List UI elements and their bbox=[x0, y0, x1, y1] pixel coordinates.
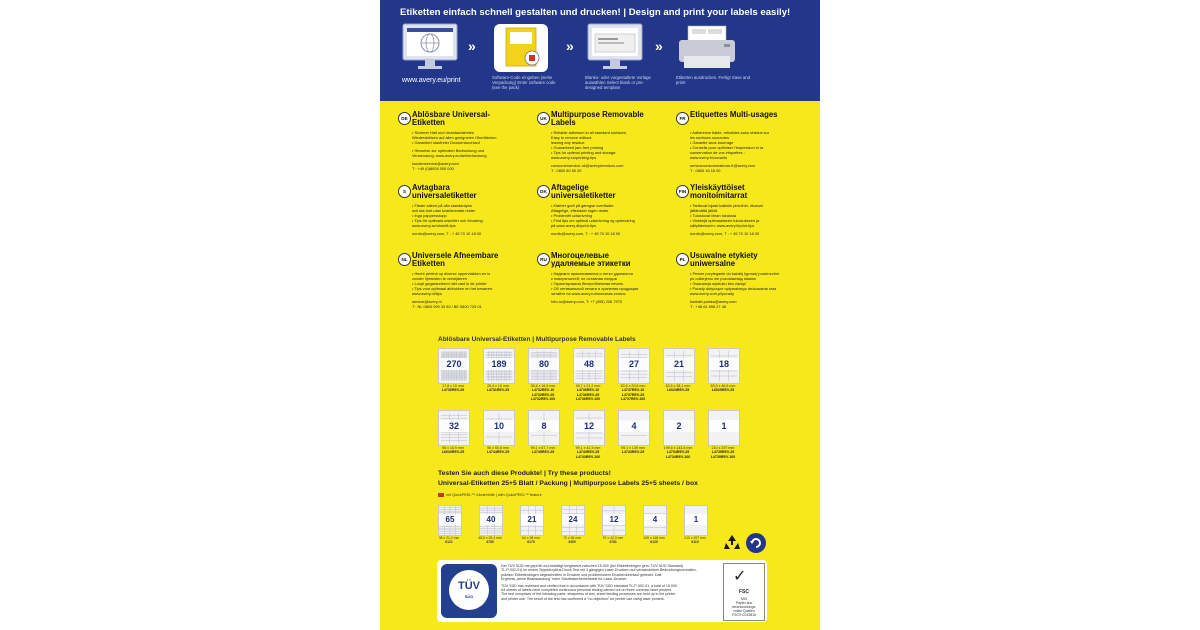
step-3-caption: Blanko- oder vorgestaltete Vorlage auswählen Select blank or pre-designed template bbox=[585, 75, 651, 90]
lang-line: kundenservice@avery.com bbox=[412, 161, 459, 166]
certification-line: A4 sheets of labels have completed continuous personal testing carried out on three common laser printers. bbox=[501, 588, 673, 593]
step-2-caption: Software-Code eingeben (siehe Verpackung) Enter software code (see the pack) bbox=[492, 75, 556, 90]
label-spec bbox=[479, 446, 517, 455]
label-code: L4736REV-25 bbox=[576, 392, 600, 397]
lang-line: • Tips voor optimaal afdrukken en het bewaren: bbox=[412, 286, 516, 291]
lang-line: T : +49 (0)8928 000 000 bbox=[412, 166, 454, 171]
label-count: 4 bbox=[644, 514, 666, 525]
fsc-line: FSC® C015816 bbox=[732, 613, 756, 617]
lang-line: Verwendung: www.avery.eu/de/bedruckung bbox=[412, 153, 487, 158]
tuv-sub: SÜD bbox=[464, 594, 474, 599]
label-count: 2 bbox=[664, 420, 694, 432]
flag-badge: DE bbox=[398, 112, 411, 125]
fsc-lines bbox=[724, 597, 764, 617]
label-spec bbox=[704, 384, 742, 393]
label-sheet-thumbnail bbox=[561, 505, 585, 536]
lang-block-dk bbox=[537, 185, 657, 249]
banner-title: Etiketten einfach schnell gestalten und drucken! | Design and print your labels easily! bbox=[400, 7, 791, 18]
lang-line: www.avery.nl/tips bbox=[412, 291, 442, 296]
lang-title: Avtagbara universaletiketter bbox=[412, 183, 477, 201]
label-size: 17,8 x 10 mm bbox=[442, 384, 464, 388]
quickpeel-icon bbox=[438, 493, 444, 497]
label-spec bbox=[524, 384, 562, 401]
label-code: 3490 bbox=[568, 540, 576, 544]
label-sheet-thumbnail bbox=[483, 348, 515, 384]
lang-line: • Об оптимальной печати и хранении продукции bbox=[551, 286, 655, 291]
lang-body bbox=[551, 130, 655, 173]
label-code: L4737REV-100 bbox=[620, 396, 646, 401]
tuv-seal-disc bbox=[449, 570, 489, 610]
lang-line: på www.avery.dk/print-tips bbox=[551, 223, 597, 228]
label-size: 105 x 148 mm bbox=[643, 536, 665, 540]
monitor-icon bbox=[400, 22, 460, 74]
fsc-line: Papier aus verantwortungs- bbox=[731, 601, 757, 609]
label-count: 80 bbox=[529, 358, 559, 370]
lang-line: kontakt.polska@avery.com bbox=[690, 299, 737, 304]
lang-line: читайте на www.avery.ru/полезная-статья bbox=[551, 291, 626, 296]
lang-line: • Garantie sans bourrage bbox=[690, 140, 794, 145]
certification-line: TÜV SÜD has reviewed and verified that in accordance with TÜV SÜD standard TL-P-002-01, a total of 15,000 bbox=[501, 583, 677, 588]
label-size: 45,7 x 21,2 mm bbox=[575, 384, 601, 388]
label-spec bbox=[514, 536, 548, 544]
label-code: 6120 bbox=[650, 540, 658, 544]
label-size: 210 x 297 mm bbox=[711, 446, 735, 450]
label-spec bbox=[555, 536, 589, 544]
lang-line: • Надежно приклеиваются и легко удаляются bbox=[551, 271, 655, 276]
lang-block-pl bbox=[676, 253, 796, 323]
lang-line: • Conseils pour optimiser l'impression et la bbox=[690, 145, 794, 150]
label-size: 199,6 x 143,5 mm bbox=[663, 446, 693, 450]
lang-line: • Hinweise zur optimalen Bedruckung und bbox=[412, 148, 516, 153]
label-size: 63,5 x 38,1 mm bbox=[665, 384, 691, 388]
label-sheet-thumbnail bbox=[684, 505, 708, 536]
lang-title: Multipurpose Removable Labels bbox=[551, 110, 644, 128]
label-spec bbox=[614, 446, 652, 455]
label-count: 10 bbox=[484, 420, 514, 432]
products-title: Ablösbare Universal-Etiketten | Multipurpose Removable Labels bbox=[438, 336, 636, 343]
label-sheet-thumbnail bbox=[573, 348, 605, 384]
label-spec bbox=[569, 384, 607, 401]
label-code: L4733REV-25 bbox=[621, 450, 645, 455]
fsc-title: FSC bbox=[739, 589, 749, 595]
lang-line: • Hecht perfect op diverse oppervlakken en is bbox=[412, 271, 516, 276]
lang-body bbox=[412, 203, 516, 236]
lang-line: • Find tips om optimal udskrivning og opbevaring bbox=[551, 218, 655, 223]
label-code: L4734REV-25 bbox=[666, 450, 690, 455]
refresh-icon bbox=[746, 533, 766, 553]
label-sheet-thumbnail bbox=[528, 348, 560, 384]
lang-block-nl bbox=[398, 253, 518, 323]
label-spec bbox=[678, 536, 712, 544]
label-spec bbox=[614, 384, 652, 401]
label-count: 40 bbox=[480, 514, 502, 525]
certification-line: and printer use. The result of the test has confirmed a "no objection" for printer use using laser printers. bbox=[501, 596, 665, 601]
recycle-icon bbox=[722, 533, 742, 553]
flag-badge: RU bbox=[537, 253, 550, 266]
lang-line: Aftagelige, efterlader ingen rester bbox=[551, 208, 609, 213]
label-code: L4745REV-25 bbox=[531, 450, 555, 455]
label-code: L4735REV-100 bbox=[710, 454, 736, 459]
label-count: 189 bbox=[484, 358, 514, 370]
lang-line: nordic@avery.com, T : + 45 70 10 18 00 bbox=[412, 231, 482, 236]
lang-line: www.avery.eu/printing-tips bbox=[551, 155, 597, 160]
label-code: L4743REV-25 bbox=[576, 450, 600, 455]
lang-line: • Reliable adhesion to all standard surfaces, bbox=[551, 130, 655, 135]
lang-line: consumerservice-uk@averydennison.com bbox=[551, 163, 624, 168]
lang-title: Universele Afneembare Etiketten bbox=[412, 251, 499, 269]
lang-line: serviceconsommateurs-fr@avery.com bbox=[690, 163, 756, 168]
lang-block-uk bbox=[537, 112, 657, 182]
lang-line: service@avery.nl bbox=[412, 299, 442, 304]
label-size: 64 x 38 mm bbox=[522, 536, 540, 540]
step-template bbox=[585, 22, 645, 72]
label-spec bbox=[432, 536, 466, 544]
label-size: 63,5 x 46,6 mm bbox=[710, 384, 736, 388]
label-count: 21 bbox=[664, 358, 694, 370]
lang-line: • Tarttuvat lujasti kaikkiin pintoihin, irtoavat bbox=[690, 203, 794, 208]
label-count: 24 bbox=[562, 514, 584, 525]
lang-block-se bbox=[398, 185, 518, 249]
lang-line: • Tips for optimal printing and storage: bbox=[551, 150, 655, 155]
certification-line: Ergebnis „keine Beanstandung" beim Staufestsicherheitstest für Laser-Drucker. bbox=[501, 577, 628, 582]
label-code: L4737REV-25 bbox=[621, 392, 645, 397]
label-code: L4736REV-10 bbox=[576, 388, 600, 393]
label-code: L6033REV-25 bbox=[441, 450, 465, 455]
label-code: L6023REV-25 bbox=[666, 388, 690, 393]
lang-line: • Porady dotyczące optymalnego drukowania oraz bbox=[690, 286, 794, 291]
lang-block-de bbox=[398, 112, 518, 182]
lang-line: • Gwarancja wydruku bez zacięć bbox=[690, 281, 794, 286]
arrow-icon: » bbox=[468, 38, 476, 54]
lang-line: www.avery.fr/conseils bbox=[690, 155, 728, 160]
lang-line: • Tips för optimala utskrifter och förvaring: bbox=[412, 218, 516, 223]
lang-line: • Fäster säkert på alla standardytor bbox=[412, 203, 516, 208]
certification-line: The test comprises of the following parts: sharpness of text, sheet feeding processes are held up in the printer bbox=[501, 592, 676, 597]
quickpeel-text: mit QuickPEEL™ Abziehhilfe | with QuickPEEL™ feature bbox=[446, 493, 542, 497]
try-title: Testen Sie auch diese Produkte! | Try these products! bbox=[438, 470, 611, 477]
lang-line: • Loopt gegarandeerd niet vast in de printer bbox=[412, 281, 516, 286]
lang-line: zonder lijmresten te verwijderen bbox=[412, 276, 467, 281]
label-count: 270 bbox=[439, 358, 469, 370]
label-code: 6170 bbox=[527, 540, 535, 544]
label-count: 1 bbox=[709, 420, 739, 432]
label-code: L4736REV-100 bbox=[575, 396, 601, 401]
lang-line: po odklejeniu nie pozostawiają śladów bbox=[690, 276, 756, 281]
certification-line: TL-P-002-01) im einem Teppichzyklus Druck Test mit 3 gängigen Laser-Druckern auf verwandeltem Bedruckungsverhalten, bbox=[501, 568, 697, 573]
certification-line: Der TÜV SÜD hat geprüft und bestätigt fortgesetzt zwischen 15.000 (bei Etikettenbögen gem. TÜV SÜD Standard) bbox=[501, 564, 684, 568]
arrow-icon: » bbox=[566, 38, 574, 54]
arrow-icon: » bbox=[655, 38, 663, 54]
lang-line: • Garantiert staufreier Druckerdurchlauf bbox=[412, 140, 516, 145]
lang-line: nordic@avery.com, T : + 45 70 10 18 00 bbox=[551, 231, 621, 236]
flag-badge: UK bbox=[537, 112, 550, 125]
lang-line: www.avery.se/utskrift-tips bbox=[412, 223, 456, 228]
flag-badge: DK bbox=[537, 185, 550, 198]
label-sheet-thumbnail bbox=[663, 348, 695, 384]
label-sheet-thumbnail bbox=[438, 505, 462, 536]
step-monitor bbox=[400, 22, 460, 72]
label-spec bbox=[524, 446, 562, 455]
lang-body bbox=[412, 130, 516, 171]
lang-line: • Inga pappersstopp bbox=[412, 213, 516, 218]
lang-body bbox=[690, 130, 794, 173]
lang-line: säilyttämiseen: www.avery.fi/print-tips bbox=[690, 223, 755, 228]
label-count: 1 bbox=[685, 514, 707, 525]
label-spec bbox=[434, 446, 472, 455]
lang-block-fi bbox=[676, 185, 796, 249]
lang-line: och tas bort utan kvarlämnade rester bbox=[412, 208, 476, 213]
flag-badge: PL bbox=[676, 253, 689, 266]
label-code: L4732REV-100 bbox=[530, 396, 556, 401]
tuv-label: TÜV bbox=[458, 580, 480, 592]
lang-line: • Klæber godt på gængse overflader. bbox=[551, 203, 655, 208]
label-sheet-thumbnail bbox=[643, 505, 667, 536]
label-size: 96 x 50,8 mm bbox=[487, 446, 509, 450]
label-sheet-thumbnail bbox=[483, 410, 515, 446]
lang-line: • Adhérence fiable, retirables sans résidus sur bbox=[690, 130, 794, 135]
certification-panel bbox=[437, 560, 767, 622]
lang-title: Etiquettes Multi-usages bbox=[690, 110, 778, 119]
label-sheet-thumbnail bbox=[520, 505, 544, 536]
certification-text bbox=[501, 564, 715, 601]
label-code: 6121 bbox=[445, 540, 453, 544]
lang-line: Easy to remove without bbox=[551, 135, 592, 140]
instruction-banner bbox=[380, 0, 820, 101]
lang-line: • Problemfri udskrivning bbox=[551, 213, 655, 218]
label-sheet-thumbnail bbox=[708, 348, 740, 384]
label-count: 21 bbox=[521, 514, 543, 525]
label-spec bbox=[434, 384, 472, 393]
label-code: L4744REV-25 bbox=[486, 450, 510, 455]
tree-icon: ✓ bbox=[733, 568, 747, 585]
label-sheet-thumbnail bbox=[528, 410, 560, 446]
label-sheet-thumbnail bbox=[479, 505, 503, 536]
lang-line: с поверхностей, не оставляя следов bbox=[551, 276, 617, 281]
label-count: 65 bbox=[439, 514, 461, 525]
monitor-icon bbox=[585, 22, 645, 74]
step-printer bbox=[676, 22, 738, 72]
product-sheet bbox=[380, 0, 820, 630]
label-count: 32 bbox=[439, 420, 469, 432]
label-size: 96 x 16,9 mm bbox=[442, 446, 464, 450]
label-size: 70 x 36 mm bbox=[563, 536, 581, 540]
step-4-caption: Etiketten ausdrucken. Fertig! Save and print! bbox=[676, 75, 751, 85]
label-code: L4737REV-10 bbox=[621, 388, 645, 393]
printer-icon bbox=[676, 22, 738, 74]
lang-body bbox=[551, 203, 655, 236]
label-code: L4730REV-25 bbox=[441, 388, 465, 393]
label-size: 35,6 x 16,9 mm bbox=[530, 384, 556, 388]
label-code: 4780 bbox=[486, 540, 494, 544]
label-size: 48,5 x 25,4 mm bbox=[478, 536, 502, 540]
label-sheet-thumbnail bbox=[708, 410, 740, 446]
lang-line: nordic@avery.com, T : + 45 70 10 18 00 bbox=[690, 231, 760, 236]
label-spec bbox=[479, 384, 517, 393]
lang-line: T : 0800 16 16 00 bbox=[690, 168, 721, 173]
lang-title: Ablösbare Universal-Etiketten bbox=[412, 110, 490, 128]
lang-line: leaving any residue bbox=[551, 140, 585, 145]
lang-block-ru bbox=[537, 253, 657, 323]
label-code: L4734REV-100 bbox=[665, 454, 691, 459]
lang-title: Многоцелевые удаляемые этикетки bbox=[551, 251, 631, 269]
label-count: 18 bbox=[709, 358, 739, 370]
label-code: L4732REV-25 bbox=[531, 392, 555, 397]
label-size: 38 x 21,2 mm bbox=[438, 536, 460, 540]
label-sheet-thumbnail bbox=[573, 410, 605, 446]
label-code: L4731REV-25 bbox=[486, 388, 510, 393]
label-size: 63,5 x 29,6 mm bbox=[620, 384, 646, 388]
label-size: 99,1 x 67,7 mm bbox=[530, 446, 556, 450]
label-sheet-thumbnail bbox=[618, 410, 650, 446]
lang-line: • Гарантирована беспроблемная печать bbox=[551, 281, 655, 286]
lang-title: Usuwalne etykiety uniwersalne bbox=[690, 251, 758, 269]
lang-line: les surfaces courantes bbox=[690, 135, 729, 140]
label-sheet-thumbnail bbox=[602, 505, 626, 536]
step-software-pack bbox=[492, 22, 552, 72]
quickpeel-note bbox=[438, 493, 542, 497]
lang-line: jättämättä jälkiä bbox=[690, 208, 718, 213]
lang-body bbox=[690, 203, 794, 236]
tuv-seal bbox=[441, 564, 497, 618]
fsc-line: vollen Quellen bbox=[733, 609, 755, 613]
try-subtitle: Universal-Etiketten 25+5 Blatt / Packung | Multipurpose Labels 25+5 sheets / box bbox=[438, 480, 698, 487]
label-count: 12 bbox=[603, 514, 625, 525]
lang-body bbox=[690, 271, 794, 309]
label-spec bbox=[596, 536, 630, 544]
lang-body bbox=[551, 271, 655, 304]
label-sheet-thumbnail bbox=[438, 410, 470, 446]
label-code: 4781 bbox=[609, 540, 617, 544]
lang-title: Yleiskäyttöiset monitoimitarrat bbox=[690, 183, 748, 201]
label-code: L4735REV-25 bbox=[711, 450, 735, 455]
label-sheet-thumbnail bbox=[438, 348, 470, 384]
fsc-line: MIX bbox=[740, 597, 748, 601]
label-spec bbox=[659, 384, 697, 393]
label-size: 210 x 297 mm bbox=[684, 536, 706, 540]
lang-line: • Tulostuvat ilman tukoksia bbox=[690, 213, 794, 218]
label-spec bbox=[569, 446, 607, 459]
lang-title: Aftagelige universaletiketter bbox=[551, 183, 616, 201]
lang-line: • Guaranteed jam-free printing bbox=[551, 145, 655, 150]
flag-badge: FIN bbox=[676, 185, 689, 198]
label-code: L4743REV-100 bbox=[575, 454, 601, 459]
lang-line: www.avery.com.pl/porady bbox=[690, 291, 735, 296]
certification-line: präziser Etikettenbögen abgeschnitten in Drucken und problemlosem Druckerdurchlauf getestet. Das bbox=[501, 572, 662, 577]
label-size: 99,1 x 139 mm bbox=[621, 446, 645, 450]
lang-block-fr bbox=[676, 112, 796, 182]
label-size: 99,1 x 42,3 mm bbox=[575, 446, 601, 450]
flag-badge: NL bbox=[398, 253, 411, 266]
lang-line: Wiederablösen auf allen geeigneten Oberflächen bbox=[412, 135, 497, 140]
label-count: 48 bbox=[574, 358, 604, 370]
label-code: L6025REV-25 bbox=[711, 388, 735, 393]
lang-line: • Pewne przyleganie do każdej typowej powierzchni bbox=[690, 271, 794, 276]
lang-line: T : +48 61 898 27 48 bbox=[690, 304, 726, 309]
label-size: 25,4 x 10 mm bbox=[487, 384, 509, 388]
lang-line: T : 0800 80 50 20 bbox=[551, 168, 582, 173]
label-spec bbox=[473, 536, 507, 544]
label-sheet-thumbnail bbox=[663, 410, 695, 446]
label-size: 97 x 42,3 mm bbox=[602, 536, 624, 540]
fsc-logo bbox=[723, 563, 765, 621]
label-spec bbox=[659, 446, 697, 459]
lang-line: T : NL 0800 099 33 90 / BE 0800 725 01 bbox=[412, 304, 482, 309]
lang-line: • Vinkkejä optimaaliseen tulostukseen ja bbox=[690, 218, 794, 223]
label-spec bbox=[637, 536, 671, 544]
label-code: L4732REV-10 bbox=[531, 388, 555, 393]
software-pack-icon bbox=[492, 22, 550, 74]
label-count: 4 bbox=[619, 420, 649, 432]
flag-badge: FR bbox=[676, 112, 689, 125]
lang-line: conservation de vos étiquettes : bbox=[690, 150, 745, 155]
lang-line: Info-ru@avery.com, T: +7 (495) 226 7970 bbox=[551, 299, 622, 304]
label-spec bbox=[704, 446, 742, 459]
print-url: www.avery.eu/print bbox=[402, 77, 461, 84]
label-count: 27 bbox=[619, 358, 649, 370]
label-count: 12 bbox=[574, 420, 604, 432]
flag-badge: S bbox=[398, 185, 411, 198]
lang-body bbox=[412, 271, 516, 309]
label-code: 6119 bbox=[691, 540, 699, 544]
label-sheet-thumbnail bbox=[618, 348, 650, 384]
lang-line: • Sicherer Halt und rückstandsfreies bbox=[412, 130, 516, 135]
label-count: 8 bbox=[529, 420, 559, 432]
